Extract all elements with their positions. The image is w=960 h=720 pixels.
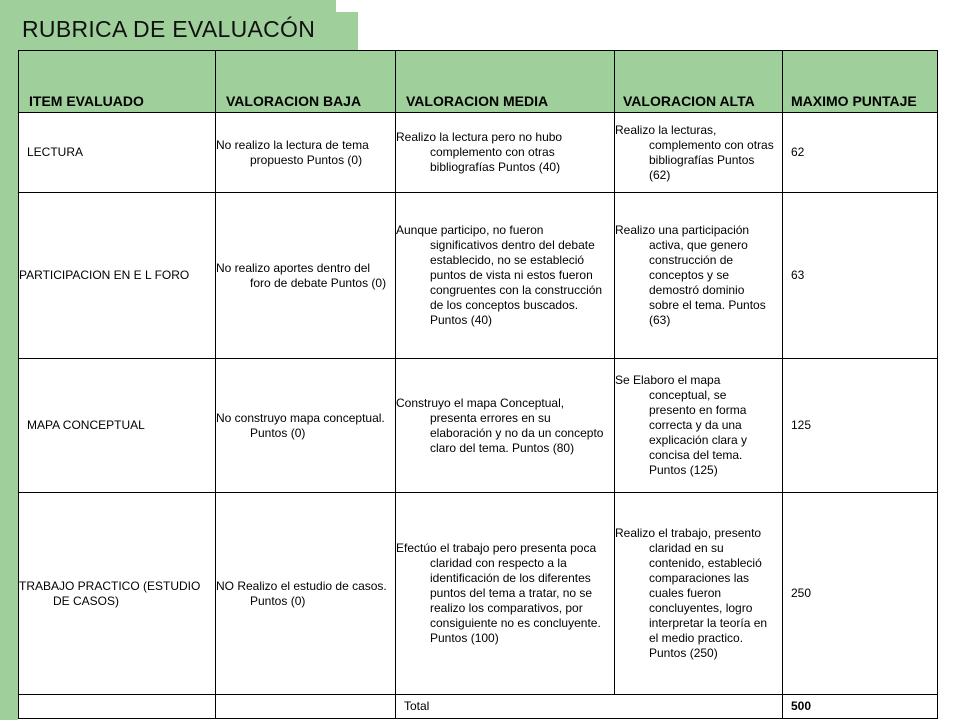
left-accent-bar: [0, 0, 18, 720]
total-value: 500: [783, 695, 938, 719]
alta-cell: Realizo una participación activa, que genero construcción de conceptos y se demostró dominio sobre el tema. Puntos (63): [615, 193, 783, 359]
table-row: [19, 493, 938, 695]
header-row: [19, 51, 938, 113]
header-maximo: MAXIMO PUNTAJE: [783, 51, 938, 113]
header-alta: VALORACION ALTA: [615, 51, 783, 113]
header-baja: VALORACION BAJA: [216, 51, 396, 113]
media-cell: Construyo el mapa Conceptual, presenta errores en su elaboración y no da un concepto claro del tema. Puntos (80): [396, 359, 615, 493]
header-media: VALORACION MEDIA: [396, 51, 615, 113]
baja-cell: No realizo la lectura de tema propuesto Puntos (0): [216, 113, 396, 193]
baja-cell: No construyo mapa conceptual. Puntos (0): [216, 359, 396, 493]
table-row: [19, 193, 938, 359]
total-row: [19, 695, 938, 719]
baja-cell: No realizo aportes dentro del foro de debate Puntos (0): [216, 193, 396, 359]
alta-cell: Realizo el trabajo, presento claridad en su contenido, estableció comparaciones las cuales fueron concluyentes, logro interpretar la teoría en el medio practico. Puntos (250): [615, 493, 783, 695]
item-cell: MAPA CONCEPTUAL: [19, 359, 216, 493]
table-row: [19, 359, 938, 493]
item-cell: TRABAJO PRACTICO (ESTUDIO DE CASOS): [19, 493, 216, 695]
maximo-cell: 63: [783, 193, 938, 359]
media-cell: Realizo la lectura pero no hubo complemento con otras bibliografías Puntos (40): [396, 113, 615, 193]
total-label: Total: [396, 695, 783, 719]
maximo-cell: 250: [783, 493, 938, 695]
header-item: ITEM EVALUADO: [19, 51, 216, 113]
media-cell: Efectúo el trabajo pero presenta poca claridad con respecto a la identificación de los diferentes puntos del tema a tratar, no se realizo los comparativos, por consiguiente no es concluyente. Puntos (100): [396, 493, 615, 695]
maximo-cell: 125: [783, 359, 938, 493]
item-cell: PARTICIPACION EN E L FORO: [19, 193, 216, 359]
page-title: RUBRICA DE EVALUACÓN: [22, 16, 316, 42]
total-empty-cell: [19, 695, 216, 719]
alta-cell: Realizo la lecturas, complemento con otras bibliografías Puntos (62): [615, 113, 783, 193]
item-cell: LECTURA: [19, 113, 216, 193]
alta-cell: Se Elaboro el mapa conceptual, se presento en forma correcta y da una explicación clara y concisa del tema. Puntos (125): [615, 359, 783, 493]
table-row: [19, 113, 938, 193]
rubric-table: [18, 50, 938, 719]
top-accent-strip: [0, 0, 336, 12]
maximo-cell: 62: [783, 113, 938, 193]
media-cell: Aunque participo, no fueron significativos dentro del debate establecido, no se estableció puntos de vista ni estos fueron congruentes con la construcción de los conceptos buscados. Puntos (40): [396, 193, 615, 359]
baja-cell: NO Realizo el estudio de casos. Puntos (0): [216, 493, 396, 695]
total-empty-cell: [216, 695, 396, 719]
